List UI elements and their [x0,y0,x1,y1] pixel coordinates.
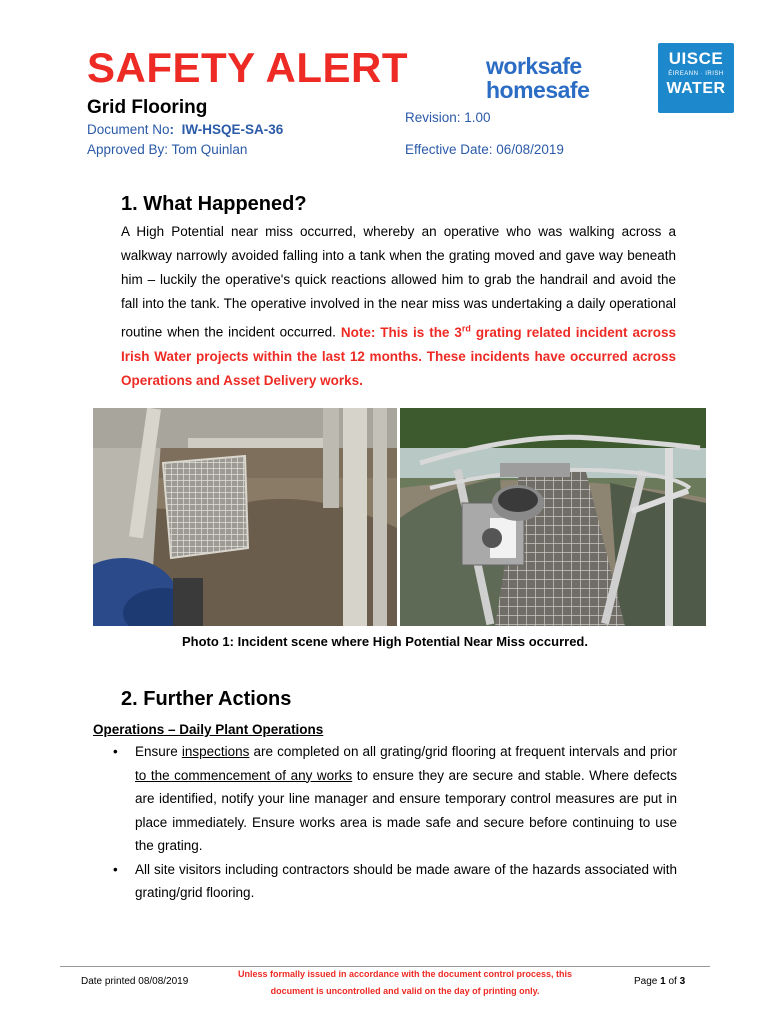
irish-water-logo: UISCE ÉIREANN · IRISH WATER [658,43,734,113]
control-disclaimer: Unless formally issued in accordance with the document control process, this document is uncontrolled and valid on the day of printing only. [237,969,573,996]
list-item: • Ensure inspections are completed on all grating/grid flooring at frequent intervals and prior to the commencement of any works to ensure they are secure and stable. Where defects are identified, notify your line manager and ensure temporary control measures are put in place immediately. Ensure works area is made safe and secure before continuing to use the grating. [113,744,678,853]
incident-photo-left [93,408,397,626]
operations-subheading: Operations – Daily Plant Operations [93,722,324,737]
document-subtitle: Grid Flooring [87,97,208,118]
incident-note: Note: This is the 3rd grating related incident across Irish Water projects within the last 12 months. These incidents have occurred across Operations and Asset Delivery works. [121,323,676,388]
list-item: • All site visitors including contractors should be made aware of the hazards associated with grating/grid flooring. [113,861,677,900]
section-heading-what-happened: 1. What Happened? [121,193,307,215]
section-heading-further-actions: 2. Further Actions [121,688,292,710]
grating-tank-photo [93,408,397,626]
photo-caption: Photo 1: Incident scene where High Potential Near Miss occurred. [182,634,588,649]
worksafe-logo: worksafe homesafe [486,53,590,103]
revision: Revision: 1.00 [405,110,491,125]
approved-by: Approved By: Tom Quinlan [87,142,248,157]
page-number: Page 1 of 3 [634,976,686,987]
walkway-motor-photo [400,408,706,626]
document-number: Document No: IW-HSQE-SA-36 [87,122,284,137]
incident-description: A High Potential near miss occurred, whereby an operative who was walking across a walkway narrowly avoided falling into a tank when the grating moved and gave way beneath him – luckily the operative's quick reactions allowed him to grab the handrail and avoid the fall into the tank. The operative involved in the near miss was undertaking a daily operational routine when the incident occurred. Note: This is the 3rd grating related incident across Irish Water projects within the last 12 months. These incidents have occurred across Operations and Asset Delivery works. [121,224,676,388]
date-printed: Date printed 08/08/2019 [81,976,189,987]
incident-photo-right [400,408,706,626]
alert-title: SAFETY ALERT [87,44,409,91]
actions-list [105,740,677,905]
effective-date: Effective Date: 06/08/2019 [405,142,564,157]
